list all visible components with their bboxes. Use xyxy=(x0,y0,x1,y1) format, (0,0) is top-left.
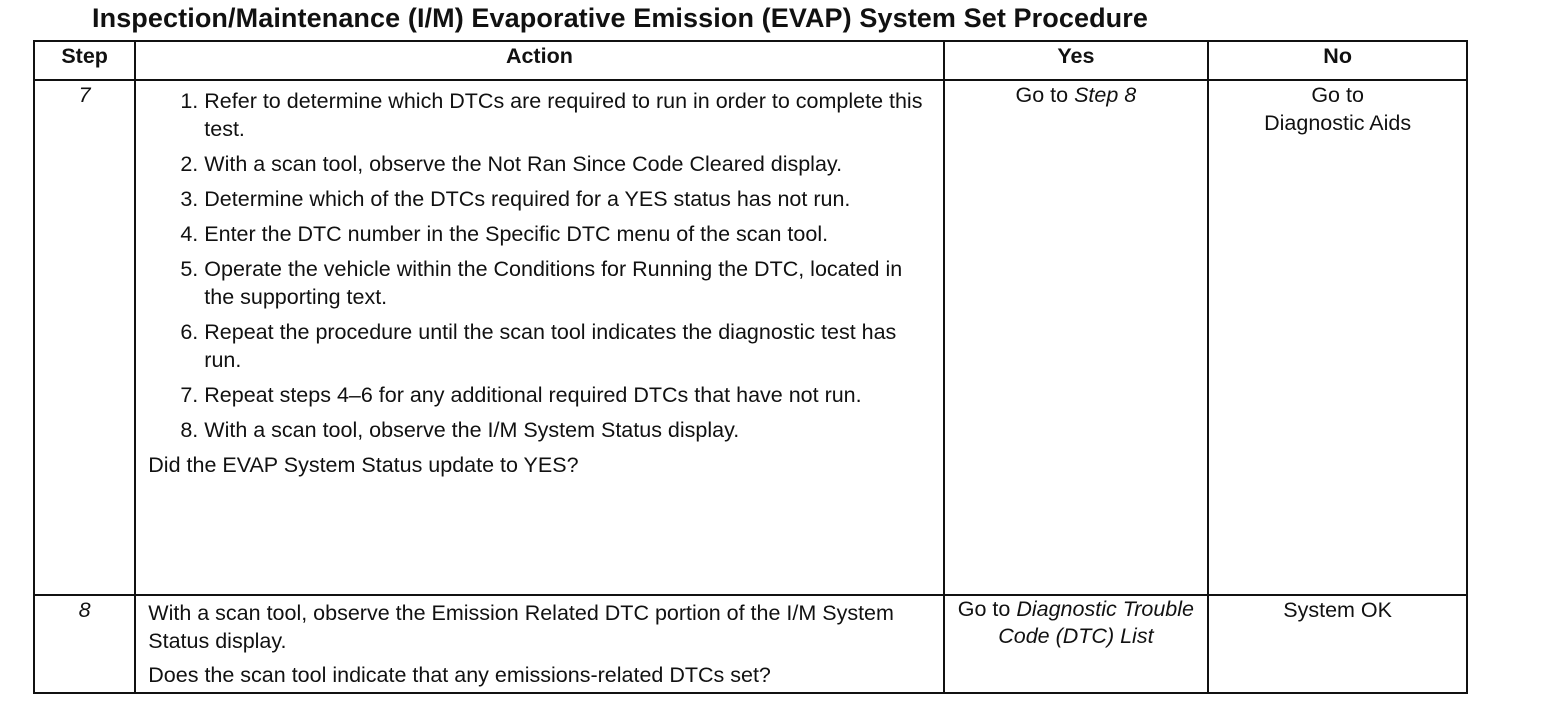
step-question: Did the EVAP System Status update to YES? xyxy=(148,453,579,477)
list-item: 6. Repeat the procedure until the scan tool indicates the diagnostic test has run. xyxy=(180,320,897,372)
action-cell xyxy=(135,80,943,595)
action-steps-list xyxy=(148,87,930,444)
step-instruction: With a scan tool, observe the Emission Related DTC portion of the I/M System Status display. xyxy=(148,601,894,653)
action-cell xyxy=(135,595,943,693)
list-item: 4. Enter the DTC number in the Specific DTC menu of the scan tool. xyxy=(180,222,829,246)
no-cell: System OK xyxy=(1208,595,1467,693)
list-item: 8. With a scan tool, observe the I/M System Status display. xyxy=(180,418,740,442)
header-no: No xyxy=(1208,41,1467,80)
table-header-row xyxy=(34,41,1467,80)
no-link[interactable]: Diagnostic Aids xyxy=(1264,111,1412,135)
step-question: Does the scan tool indicate that any emissions-related DTCs set? xyxy=(148,663,771,687)
header-action: Action xyxy=(135,41,943,80)
yes-cell: Go to Step 8 xyxy=(944,80,1209,595)
table-row xyxy=(34,80,1467,595)
list-item: 7. Repeat steps 4–6 for any additional required DTCs that have not run. xyxy=(180,383,862,407)
list-item: 3. Determine which of the DTCs required for a YES status has not run. xyxy=(180,187,851,211)
yes-cell: Go to Diagnostic Trouble Code (DTC) List xyxy=(944,595,1209,693)
step-number: 7 xyxy=(34,80,135,595)
list-item: 2. With a scan tool, observe the Not Ran Since Code Cleared display. xyxy=(180,152,843,176)
header-step: Step xyxy=(34,41,135,80)
yes-link[interactable]: Diagnostic Trouble Code (DTC) List xyxy=(998,597,1195,648)
list-item: 5. Operate the vehicle within the Conditions for Running the DTC, located in the supporting text. xyxy=(180,257,903,309)
yes-link[interactable]: Step 8 xyxy=(1074,83,1137,107)
list-item: 1. Refer to determine which DTCs are required to run in order to complete this test. xyxy=(180,89,923,141)
page-title: Inspection/Maintenance (I/M) Evaporative Emission (EVAP) System Set Procedure xyxy=(92,3,1148,33)
step-number: 8 xyxy=(34,595,135,693)
no-cell: Go to Diagnostic Aids xyxy=(1208,80,1467,595)
procedure-table xyxy=(33,40,1468,694)
table-row xyxy=(34,595,1467,693)
header-yes: Yes xyxy=(944,41,1209,80)
